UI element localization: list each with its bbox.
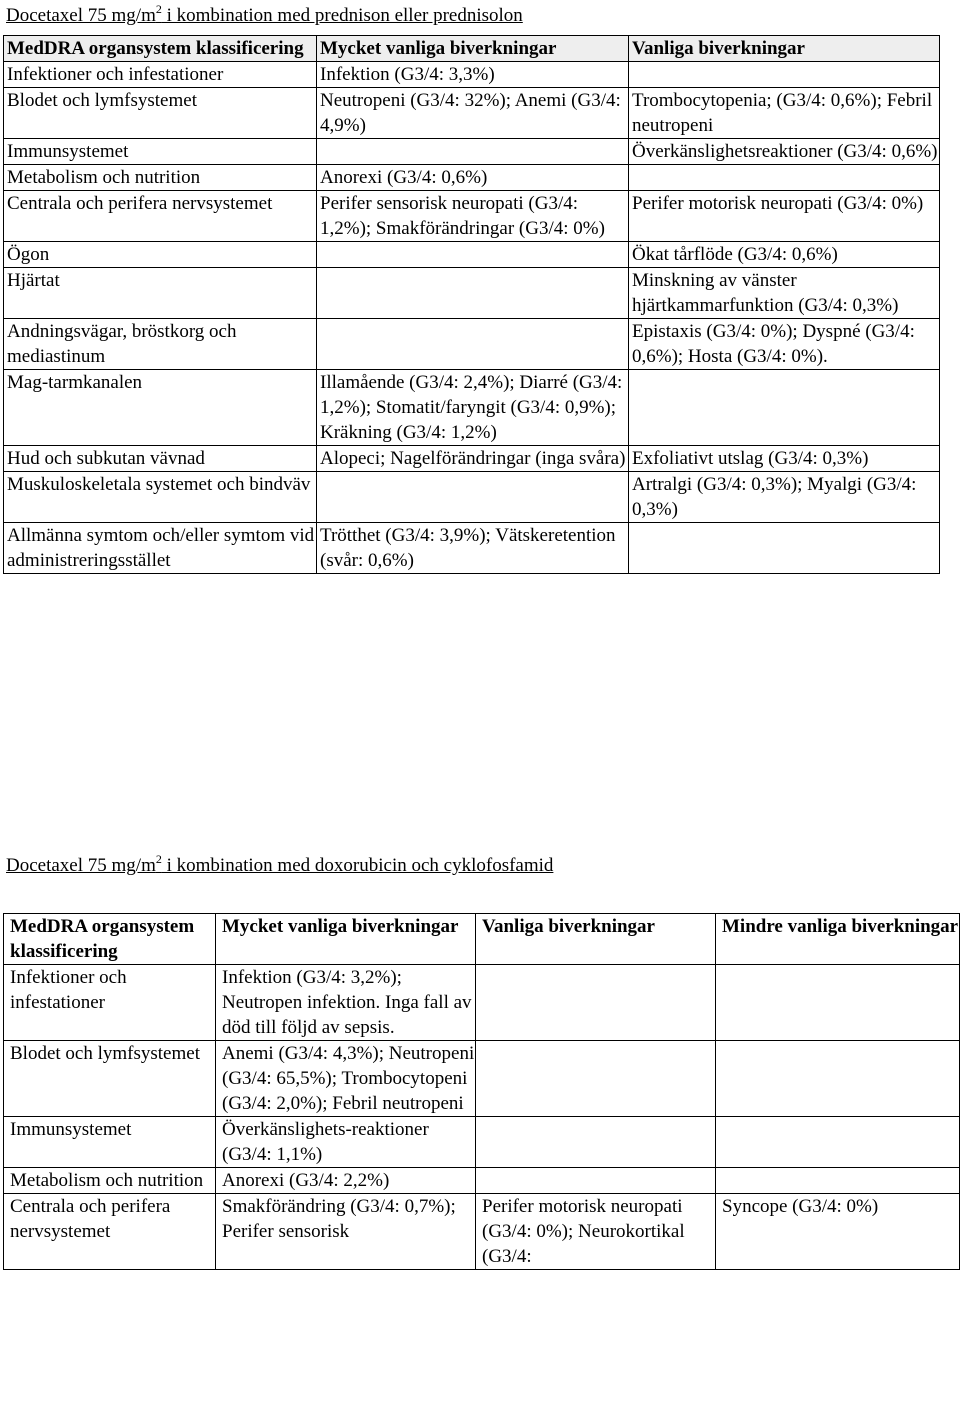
very-common-cell: Trötthet (G3/4: 3,9%); Vätskeretention (svår: 0,6%) [317,523,629,574]
uncommon-cell [716,965,960,1041]
header-common: Vanliga biverkningar [476,914,716,965]
prednisone-adverse-reactions-table [3,35,940,574]
organ-cell: Infektioner och infestationer [4,62,317,88]
very-common-cell [317,242,629,268]
header-uncommon: Mindre vanliga biverkningar [716,914,960,965]
table-row [4,446,940,472]
common-cell: Minskning av vänster hjärtkammarfunktion (G3/4: 0,3%) [629,268,940,319]
very-common-cell: Överkänslighets-reaktioner (G3/4: 1,1%) [216,1117,476,1168]
common-cell [629,370,940,446]
table-header-row [4,36,940,62]
table-header-row [4,914,960,965]
common-cell: Perifer motorisk neuropati (G3/4: 0%); Neurokortikal (G3/4: [476,1194,716,1270]
common-cell [629,62,940,88]
table-row [4,1194,960,1270]
organ-cell: Muskuloskeletala systemet och bindväv [4,472,317,523]
header-common: Vanliga biverkningar [629,36,940,62]
header-organ-class: MedDRA organsystem klassificering [4,914,216,965]
uncommon-cell [716,1117,960,1168]
table-row [4,191,940,242]
organ-cell: Hud och subkutan vävnad [4,446,317,472]
very-common-cell: Anemi (G3/4: 4,3%); Neutropeni (G3/4: 65,5%); Trombocytopeni (G3/4: 2,0%); Febril neutropeni [216,1041,476,1117]
header-very-common: Mycket vanliga biverkningar [216,914,476,965]
common-cell [476,1041,716,1117]
very-common-cell: Infektion (G3/4: 3,2%); Neutropen infektion. Inga fall av död till följd av sepsis. [216,965,476,1041]
organ-cell: Mag-tarmkanalen [4,370,317,446]
common-cell: Epistaxis (G3/4: 0%); Dyspné (G3/4: 0,6%); Hosta (G3/4: 0%). [629,319,940,370]
organ-cell: Immunsystemet [4,139,317,165]
very-common-cell: Neutropeni (G3/4: 32%); Anemi (G3/4: 4,9%) [317,88,629,139]
common-cell [476,965,716,1041]
very-common-cell [317,268,629,319]
very-common-cell: Anorexi (G3/4: 2,2%) [216,1168,476,1194]
common-cell [629,165,940,191]
organ-cell: Centrala och perifera nervsystemet [4,191,317,242]
common-cell: Ökat tårflöde (G3/4: 0,6%) [629,242,940,268]
organ-cell: Metabolism och nutrition [4,1168,216,1194]
very-common-cell: Alopeci; Nagelförändringar (inga svåra) [317,446,629,472]
organ-cell: Blodet och lymfsystemet [4,1041,216,1117]
common-cell [476,1168,716,1194]
common-cell: Artralgi (G3/4: 0,3%); Myalgi (G3/4: 0,3%) [629,472,940,523]
organ-cell: Centrala och perifera nervsystemet [4,1194,216,1270]
very-common-cell [317,472,629,523]
organ-cell: Hjärtat [4,268,317,319]
organ-cell: Andningsvägar, bröstkorg och mediastinum [4,319,317,370]
very-common-cell [317,319,629,370]
table-row [4,88,940,139]
table-row [4,319,940,370]
common-cell [629,523,940,574]
very-common-cell: Anorexi (G3/4: 0,6%) [317,165,629,191]
common-cell [476,1117,716,1168]
table-row [4,1041,960,1117]
organ-cell: Immunsystemet [4,1117,216,1168]
common-cell: Perifer motorisk neuropati (G3/4: 0%) [629,191,940,242]
organ-cell: Metabolism och nutrition [4,165,317,191]
doxorubicin-adverse-reactions-table [3,913,960,1270]
very-common-cell [317,139,629,165]
table-row [4,370,940,446]
common-cell: Trombocytopenia; (G3/4: 0,6%); Febril neutropeni [629,88,940,139]
uncommon-cell [716,1168,960,1194]
very-common-cell: Smakförändring (G3/4: 0,7%); Perifer sensorisk [216,1194,476,1270]
section1-heading: Docetaxel 75 $mg/m^2$ i kombination med prednison eller prednisolon [6,2,523,26]
very-common-cell: Illamående (G3/4: 2,4%); Diarré (G3/4: 1,2%); Stomatit/faryngit (G3/4: 0,9%); Kräkning (G3/4: 1,2%) [317,370,629,446]
header-very-common: Mycket vanliga biverkningar [317,36,629,62]
uncommon-cell [716,1041,960,1117]
organ-cell: Blodet och lymfsystemet [4,88,317,139]
table-row [4,1117,960,1168]
organ-cell: Allmänna symtom och/eller symtom vid administreringsstället [4,523,317,574]
table-row [4,62,940,88]
section2-heading: Docetaxel 75 $mg/m^2$ i kombination med doxorubicin och cyklofosfamid [6,852,554,876]
common-cell: Exfoliativt utslag (G3/4: 0,3%) [629,446,940,472]
organ-cell: Infektioner och infestationer [4,965,216,1041]
header-organ-class: MedDRA organsystem klassificering [4,36,317,62]
table-row [4,268,940,319]
table-row [4,165,940,191]
common-cell: Överkänslighetsreaktioner (G3/4: 0,6%) [629,139,940,165]
table-row [4,139,940,165]
very-common-cell: Infektion (G3/4: 3,3%) [317,62,629,88]
very-common-cell: Perifer sensorisk neuropati (G3/4: 1,2%); Smakförändringar (G3/4: 0%) [317,191,629,242]
table-row [4,523,940,574]
uncommon-cell: Syncope (G3/4: 0%) [716,1194,960,1270]
organ-cell: Ögon [4,242,317,268]
table-row [4,965,960,1041]
table-row [4,472,940,523]
table-row [4,1168,960,1194]
table-row [4,242,940,268]
